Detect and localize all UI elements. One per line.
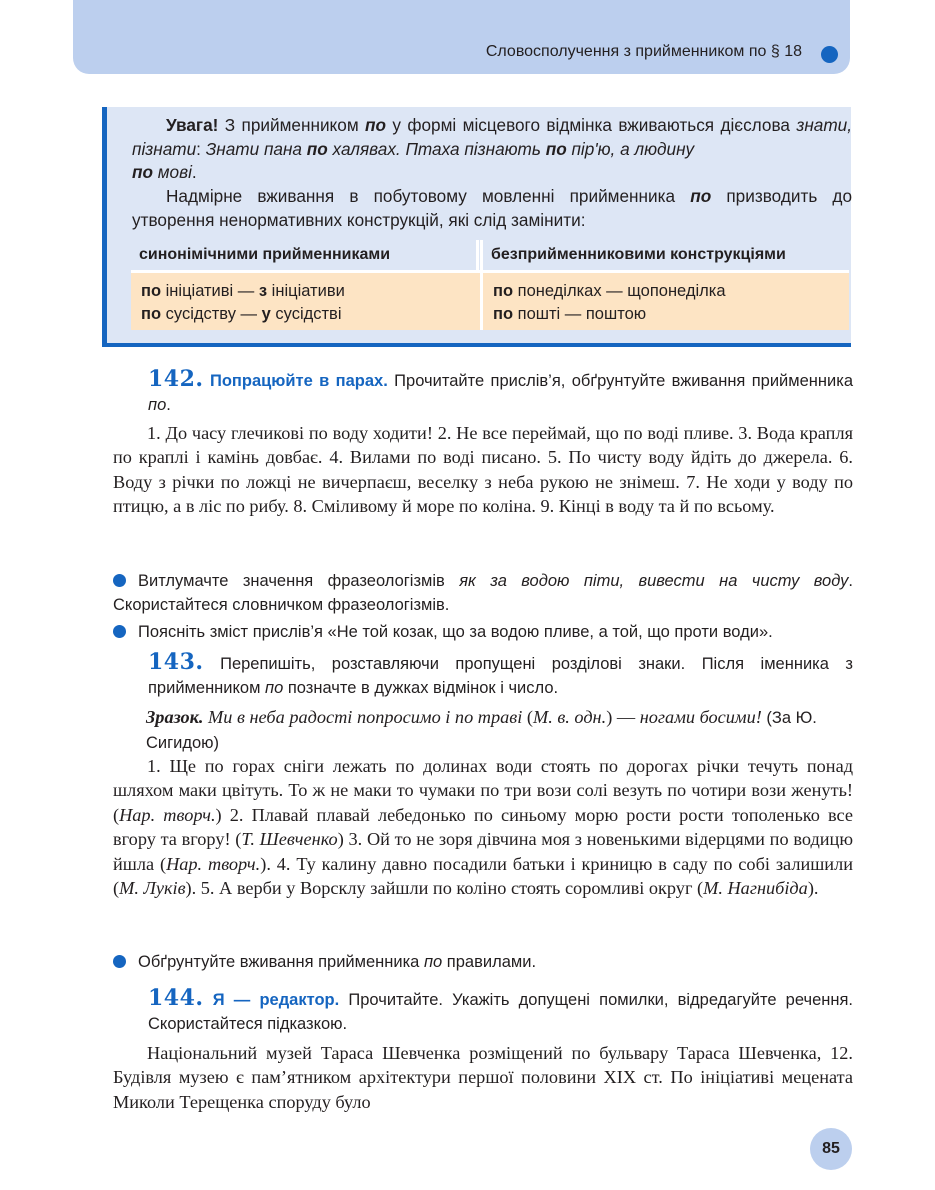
exercise-title: Попрацюйте в парах. [209,372,388,390]
exercise-142-bullet-1: Витлумачте значення фразеологізмів як за водою піти, вивести на чисту воду. Скористайтеся словничком фразеологізмів. [113,572,853,614]
note-paragraph-1: Увага! З прийменником по у формі місцевого відмінка вживаються дієслова знати, пізнати: Знати пана по халявах. Птаха пізнають по пір'ю, а людину по мові. [132,115,852,182]
table-header-synonym: синонімічними прийменниками [131,240,479,270]
exercise-143-sample: Зразок. Ми в неба радості попросимо і по траві (М. в. одн.) — ногами босими! (За Ю. Сигидою) [146,707,817,753]
exercise-144-task: 144. Я — редактор. Прочитайте. Укажіть допущені помилки, відредагуйте речення. Скористайтеся підказкою. [148,985,853,1033]
section-title: Словосполучення з прийменником по § 18 [485,43,802,60]
bullet-icon [113,955,126,968]
exercise-142-task: 142. Попрацюйте в парах. Прочитайте прислів’я, обґрунтуйте вживання прийменника по. [148,366,853,414]
page-number: 85 [810,1128,852,1170]
table-header-no-preposition: безприйменниковими конструкціями [491,246,786,263]
exercise-142-text: 1. До часу глечикові по воду ходити! 2. Не все переймай, що по воді пливе. 3. Вода крапля по краплі і камінь довбає. 4. Вилами по воді писано. 5. По чисту воду йдіть до джерела. 6. Воду з річки по ложці не вичерпаєш, веселку з неба рукою не знімеш. 7. Не ходи у воду по птицю, а в ліс по рибу. 8. Сміливому й море по коліна. 9. Кінці в воду та й по всьому. [113,423,853,517]
table-row: по пошті — поштою [493,305,647,323]
note-paragraph-2: Надмірне вживання в побутовому мовленні прийменника по призводить до утворення ненормативних конструкцій, які слід замінити: [132,186,853,230]
exercise-142-bullet-2: Поясніть зміст прислів’я «Не той козак, що за водою пливе, а той, що проти води». [113,620,853,644]
table-row: по понеділках — щопонеділка [493,282,726,300]
table-cell-no-preposition [483,273,849,330]
exercise-number: 144. [148,985,204,1011]
bullet-icon [113,574,126,587]
exercise-number: 143. [148,649,204,675]
bullet-icon [113,625,126,638]
exercise-143-task: 143. Перепишіть, розставляючи пропущені розділові знаки. Після іменника з прийменником по позначте в дужках відмінок і число. [148,649,853,697]
exercise-number: 142. [148,366,204,392]
attention-box [102,107,851,347]
table-row: по ініціативі — з ініціативи [141,282,345,300]
section-marker-icon [821,46,838,63]
exercise-title: Я — редактор. [212,991,340,1009]
exercise-144-text: Національний музей Тараса Шевченка розміщений по бульвару Тараса Шевченка, 12. Будівля музею є пам’ятником архітектури першої половини XIX ст. По ініціативі мецената Миколи Терещенка споруду було [113,1043,853,1112]
exercise-143-text: 1. Ще по горах сніги лежать по долинах води стоять по дорогах річки течуть понад шляхом маки цвітуть. То ж не маки то чумаки по три вози солі везуть по чотири вози женуть! (Нар. творч.) 2. Плавай плавай лебедонько по синьому морю рости рости тополенько все вгору та вгору! (Т. Шевченко) 3. Ой то не зоря дівчина моя з новенькими відерцями по водицю йшла (Нар. творч.). 4. Ту калину давно посадили батьки і криницю в саду по собі залишили (М. Луків). 5. А верби у Ворсклу зайшли по коліно стоять соромливі округ (М. Нагнибіда). [113,756,853,899]
attention-label: Увага! [166,115,219,135]
header-band [73,0,850,74]
table-row: по сусідству — у сусідстві [141,305,342,323]
table-column-divider [480,240,483,330]
exercise-143-bullet: Обґрунтуйте вживання прийменника по правилами. [113,950,853,974]
table-cell-synonym [131,273,480,330]
